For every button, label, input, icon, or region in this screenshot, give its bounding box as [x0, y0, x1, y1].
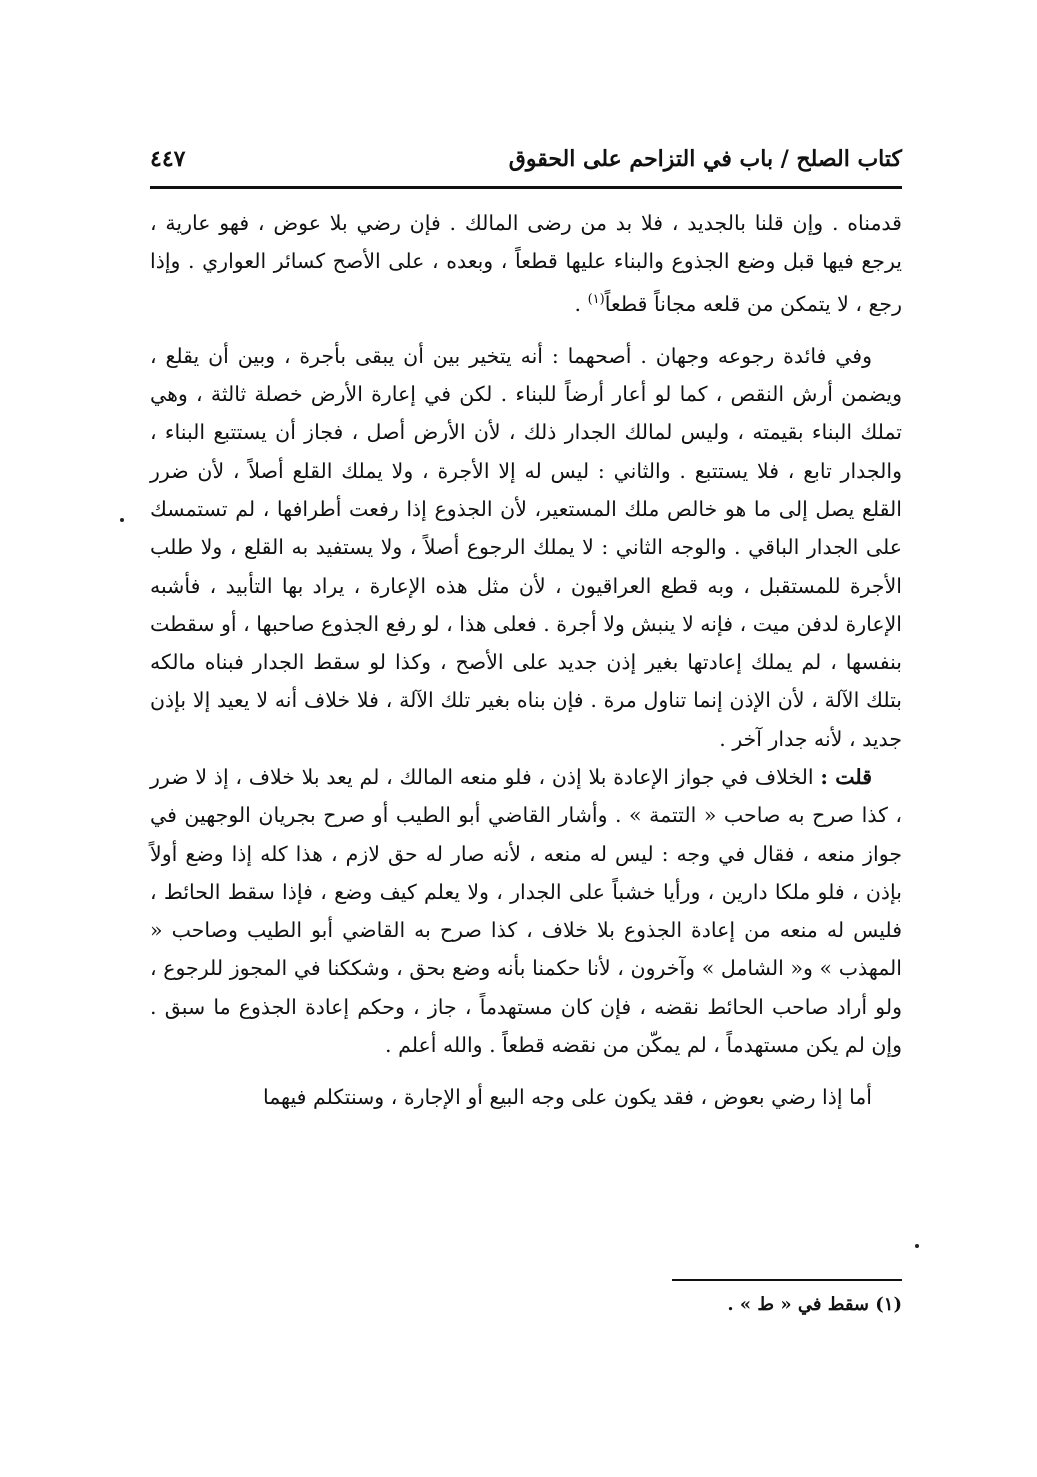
- paragraph-1-text: قدمناه . وإن قلنا بالجديد ، فلا بد من رضى المالك . فإن رضي بلا عوض ، فهو عارية ، يرجع فيها قبل وضع الجذوع والبناء عليها قطعاً ، وبعده ، على الأصح كسائر العواري . وإذا رجع ، لا يتمكن من قلعه مجاناً قطعاً: [150, 211, 902, 316]
- header-divider: [150, 186, 902, 189]
- paragraph-1-end: .: [574, 291, 588, 316]
- paragraph-3: [150, 758, 902, 1064]
- main-text: [150, 204, 902, 1117]
- footnote-divider: [672, 1279, 902, 1281]
- paragraph-4: أما إذا رضي بعوض ، فقد يكون على وجه البيع أو الإجارة ، وسنتكلم فيهما: [262, 1085, 872, 1110]
- paragraph-1: [150, 204, 902, 323]
- footnote: (١) سقط في « ط » .: [727, 1294, 902, 1315]
- scan-speck: [120, 518, 124, 522]
- chapter-title: كتاب الصلح / باب في التزاحم على الحقوق: [508, 146, 902, 172]
- paragraph-3-text: الخلاف في جواز الإعادة بلا إذن ، فلو منعه المالك ، لم يعد بلا خلاف ، إذ لا ضرر ، كذا صرح به صاحب « التتمة » . وأشار القاضي أبو الطيب أو صرح بجريان الوجهين في جواز منعه ، فقال في وجه : ليس له منعه ، لأنه صار له حق لازم ، هذا كله إذا وضع أولاً بإذن ، فلو ملكا دارين ، ورأيا خشباً على الجدار ، ولا يعلم كيف وضع ، فإذا سقط الحائط ، فليس له منعه من إعادة الجذوع بلا خلاف ، كذا صرح به القاضي أبو الطيب وصاحب « المهذب » و« الشامل » وآخرون ، لأنا حكمنا بأنه وضع بحق ، وشككنا في المجوز للرجوع ، ولو أراد صاحب الحائط نقضه ، فإن كان مستهدماً ، جاز ، وحكم إعادة الجذوع ما سبق . وإن لم يكن مستهدماً ، لم يمكّن من نقضه قطعاً . والله أعلم .: [150, 764, 902, 1058]
- footnote-marker: (١): [587, 291, 605, 307]
- paragraph-2: وفي فائدة رجوعه وجهان . أصحهما : أنه يتخير بين أن يبقى بأجرة ، وبين أن يقلع ، ويضمن أرش النقص ، كما لو أعار أرضاً للبناء . لكن في إعارة الأرض خصلة ثالثة ، وهي تملك البناء بقيمته ، وليس لمالك الجدار ذلك ، لأن الأرض أصل ، فجاز أن يستتبع البناء ، والجدار تابع ، فلا يستتبع . والثاني : ليس له إلا الأجرة ، ولا يملك القلع أصلاً ، لأن ضرر القلع يصل إلى ما هو خالص ملك المستعير، لأن الجذوع إذا رفعت أطرافها ، لم تستمسك على الجدار الباقي . والوجه الثاني : لا يملك الرجوع أصلاً ، ولا يستفيد به القلع ، ولا طلب الأجرة للمستقبل ، وبه قطع العراقيون ، لأن مثل هذه الإعارة ، يراد بها التأبيد ، فأشبه الإعارة لدفن ميت ، فإنه لا ينبش ولا أجرة . فعلى هذا ، لو رفع الجذوع صاحبها ، أو سقطت بنفسها ، لم يملك إعادتها بغير إذن جديد على الأصح ، وكذا لو سقط الجدار فبناه مالكه بتلك الآلة ، لأن الإذن إنما تناول مرة . فإن بناه بغير تلك الآلة ، فلا خلاف أنه لا يعيد إلا بإذن جديد ، لأنه جدار آخر .: [150, 343, 902, 751]
- paragraph-3-lead: قلت :: [820, 764, 872, 789]
- running-header: [150, 136, 902, 186]
- page-number: ٤٤٧: [150, 146, 186, 172]
- scan-speck: [915, 1244, 919, 1248]
